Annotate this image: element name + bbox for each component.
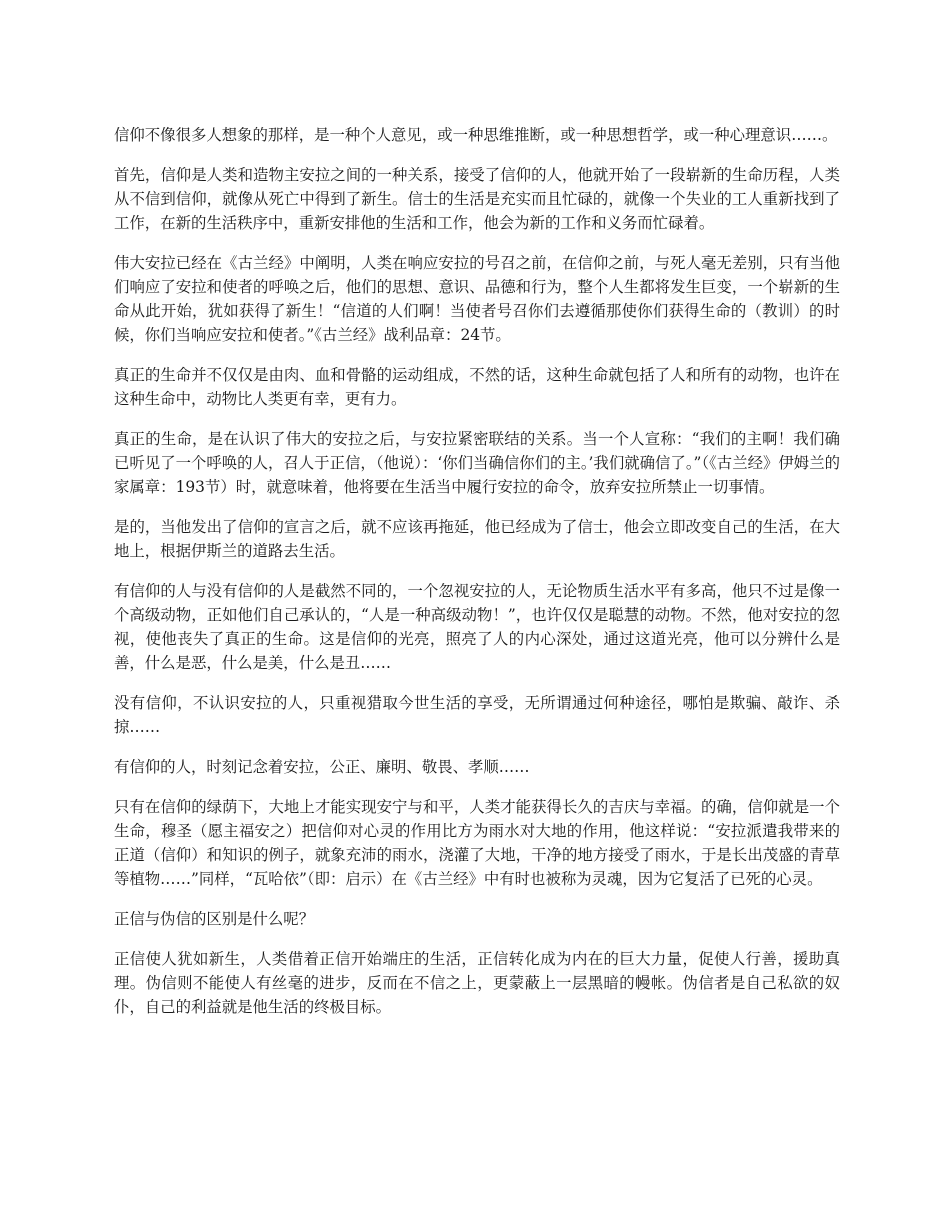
paragraph: 伟大安拉已经在《古兰经》中阐明，人类在响应安拉的号召之前，在信仰之前，与死人毫无差别，只有当他们响应了安拉和使者的呼唤之后，他们的思想、意识、品德和行为，整个人生都将发生巨变，一个崭新的生命从此开始，犹如获得了新生！“信道的人们啊！当使者号召你们去遵循那使你们获得生命的（教训）的时候，你们当响应安拉和使者。”《古兰经》战利品章：24节。 [114, 254, 840, 344]
paragraph: 有信仰的人与没有信仰的人是截然不同的，一个忽视安拉的人，无论物质生活水平有多高，他只不过是像一个高级动物，正如他们自己承认的，“人是一种高级动物！”，也许仅仅是聪慧的动物。不然，他对安拉的忽视，使他丧失了真正的生命。这是信仰的光亮，照亮了人的内心深处，通过这道光亮，他可以分辨什么是善，什么是恶，什么是美，什么是丑…… [114, 582, 840, 672]
paragraph: 首先，信仰是人类和造物主安拉之间的一种关系，接受了信仰的人，他就开始了一段崭新的生命历程，人类从不信到信仰，就像从死亡中得到了新生。信士的生活是充实而且忙碌的，就像一个失业的工人重新找到了工作，在新的生活秩序中，重新安排他的生活和工作，他会为新的工作和义务而忙碌着。 [114, 166, 840, 232]
paragraph: 真正的生命并不仅仅是由肉、血和骨骼的运动组成，不然的话，这种生命就包括了人和所有的动物，也许在这种生命中，动物比人类更有幸，更有力。 [114, 366, 840, 408]
paragraph: 没有信仰，不认识安拉的人，只重视猎取今世生活的享受，无所谓通过何种途径，哪怕是欺骗、敲诈、杀掠…… [114, 694, 840, 736]
paragraph: 信仰不像很多人想象的那样，是一种个人意见，或一种思维推断，或一种思想哲学，或一种心理意识……。 [114, 126, 838, 144]
paragraph: 真正的生命，是在认识了伟大的安拉之后，与安拉紧密联结的关系。当一个人宣称：“我们的主啊！我们确已听见了一个呼唤的人，召人于正信，（他说）：‘你们当确信你们的主。’我们就确信了。”（《古兰经》伊姆兰的家属章：193节）时，就意味着，他将要在生活当中履行安拉的命令，放弃安拉所禁止一切事情。 [114, 430, 840, 496]
paragraph: 有信仰的人，时刻记念着安拉，公正、廉明、敬畏、孝顺…… [114, 758, 530, 776]
paragraph: 只有在信仰的绿荫下，大地上才能实现安宁与和平，人类才能获得长久的吉庆与幸福。的确，信仰就是一个生命，穆圣（愿主福安之）把信仰对心灵的作用比方为雨水对大地的作用，他这样说：“安拉派遣我带来的正道（信仰）和知识的例子，就象充沛的雨水，浇灌了大地，干净的地方接受了雨水，于是长出茂盛的青草等植物……”同样，“瓦哈依”（即：启示）在《古兰经》中有时也被称为灵魂，因为它复活了已死的心灵。 [114, 798, 840, 888]
paragraph: 正信与伪信的区别是什么呢？ [114, 910, 315, 928]
paragraph: 是的，当他发出了信仰的宣言之后，就不应该再拖延，他已经成为了信士，他会立即改变自己的生活，在大地上，根据伊斯兰的道路去生活。 [114, 518, 840, 560]
paragraph: 正信使人犹如新生，人类借着正信开始端庄的生活，正信转化成为内在的巨大力量，促使人行善，援助真理。伪信则不能使人有丝毫的进步，反而在不信之上，更蒙蔽上一层黑暗的幔帐。伪信者是自己私欲的奴仆，自己的利益就是他生活的终极目标。 [114, 950, 840, 1016]
document-body [114, 123, 840, 1035]
